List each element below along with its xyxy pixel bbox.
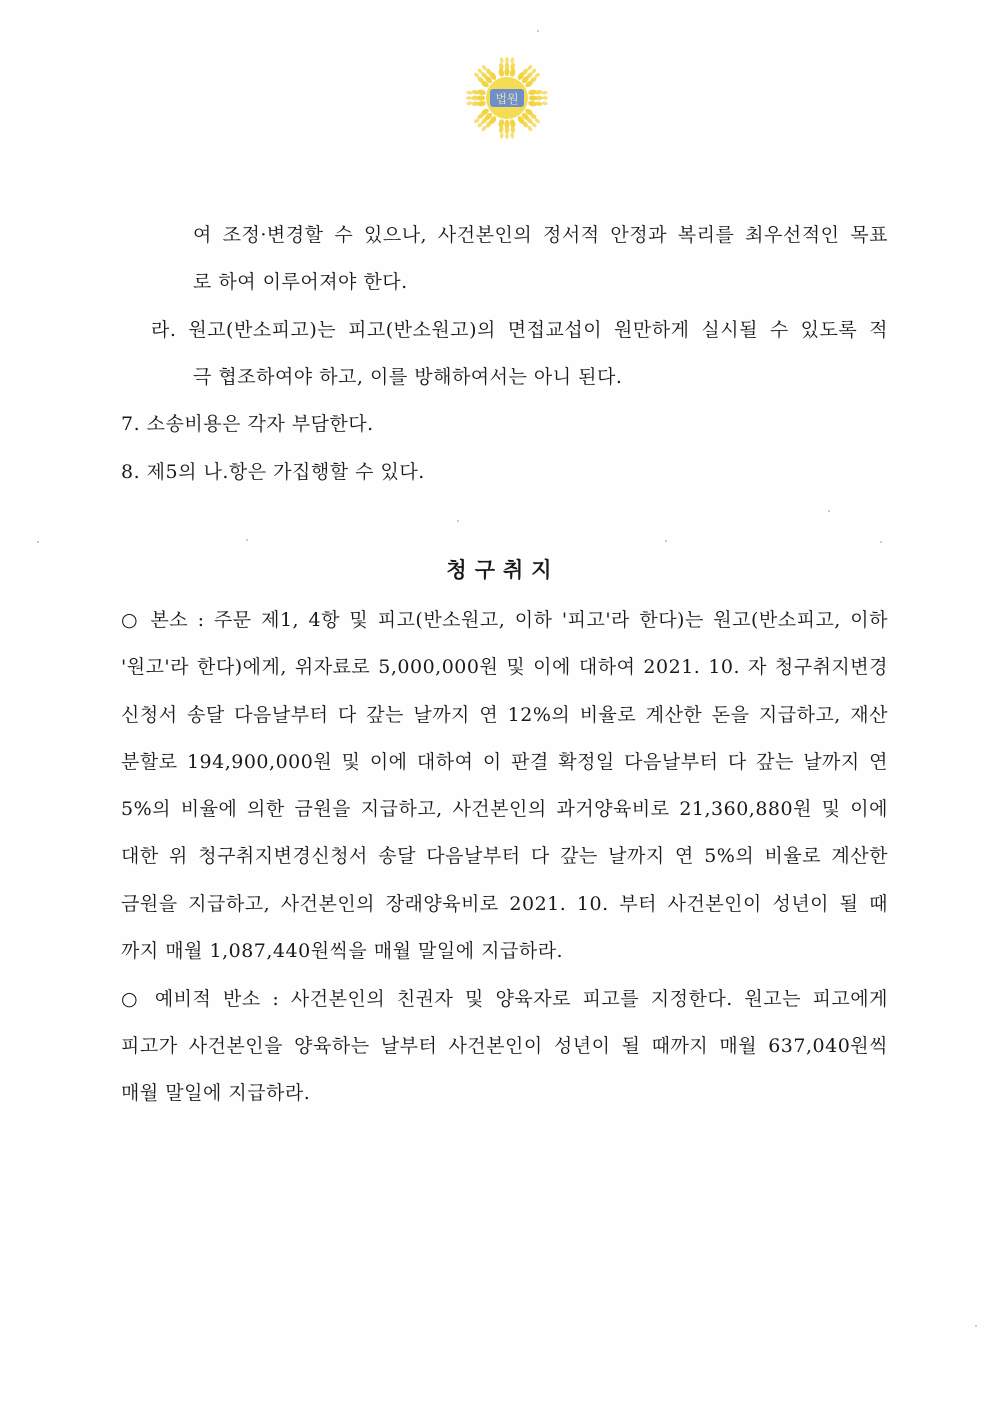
item6-ra-line2: 극 협조하여야 하고, 이를 방해하여서는 아니 된다. <box>193 366 623 388</box>
item6-da-continuation-line2: 로 하여 이루어져야 한다. <box>193 271 408 293</box>
main-claim-line: 분할로 194,900,000원 및 이에 대하여 이 판결 확정일 다음날부터 다 갚는 날까지 연 <box>121 751 888 773</box>
main-claim-line: 신청서 송달 다음날부터 다 갚는 날까지 연 12%의 비율로 계산한 돈을 지급하고, 재산 <box>121 704 888 726</box>
scan-speck <box>537 30 539 32</box>
scan-speck <box>975 1325 977 1327</box>
counter-claim-line: 피고가 사건본인을 양육하는 날부터 사건본인이 성년이 될 때까지 매월 637,040원씩 <box>121 1035 888 1057</box>
main-claim-line: 대한 위 청구취지변경신청서 송달 다음날부터 다 갚는 날까지 연 5%의 비율로 계산한 <box>121 845 888 867</box>
scan-speck <box>246 539 248 541</box>
item7-litigation-costs: 7. 소송비용은 각자 부담한다. <box>121 413 374 435</box>
scan-speck <box>828 510 830 512</box>
court-emblem-icon <box>461 52 553 144</box>
main-claim-line: 5%의 비율에 의한 금원을 지급하고, 사건본인의 과거양육비로 21,360,880원 및 이에 <box>121 798 888 820</box>
main-claim-line: 까지 매월 1,087,440원씩을 매월 말일에 지급하라. <box>121 940 564 962</box>
counter-claim-line: ○ 예비적 반소 : 사건본인의 친권자 및 양육자로 피고를 지정한다. 원고는 피고에게 <box>121 988 888 1010</box>
scan-speck <box>880 541 882 543</box>
main-claim-line: 금원을 지급하고, 사건본인의 장래양육비로 2021. 10. 부터 사건본인이 성년이 될 때 <box>121 893 888 915</box>
item6-ra-line1: 라. 원고(반소피고)는 피고(반소원고)의 면접교섭이 원만하게 실시될 수 있도록 적 <box>151 319 888 341</box>
counter-claim-line: 매월 말일에 지급하라. <box>121 1082 311 1104</box>
item6-da-continuation-line1: 여 조정·변경할 수 있으나, 사건본인의 정서적 안정과 복리를 최우선적인 목표 <box>193 224 888 246</box>
emblem-label: 법원 <box>495 92 519 106</box>
main-claim-line: ○ 본소 : 주문 제1, 4항 및 피고(반소원고, 이하 '피고'라 한다)는 원고(반소피고, 이하 <box>121 609 888 631</box>
scan-speck <box>665 540 667 542</box>
item8-provisional-execution: 8. 제5의 나.항은 가집행할 수 있다. <box>121 461 425 483</box>
scan-speck <box>37 541 39 543</box>
section-title: 청구취지 <box>446 558 560 582</box>
main-claim-line: '원고'라 한다)에게, 위자료로 5,000,000원 및 이에 대하여 2021. 10. 자 청구취지변경 <box>121 656 888 678</box>
scan-speck <box>457 520 459 522</box>
